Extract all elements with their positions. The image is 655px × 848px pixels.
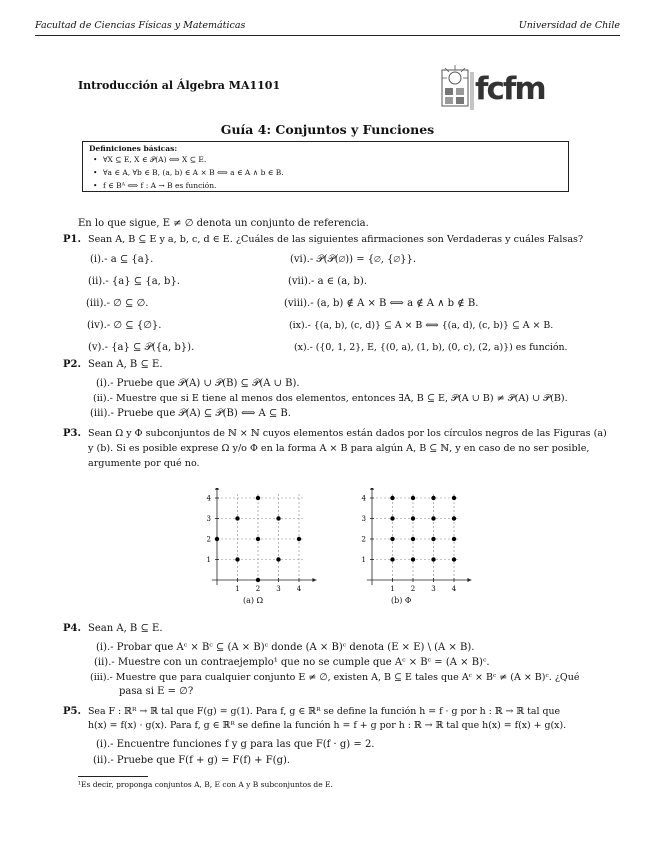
header-rule	[35, 35, 620, 36]
data-point	[390, 557, 394, 561]
x-tick-label: 1	[235, 585, 240, 593]
p1-item: (iii).- ∅ ⊆ ∅.	[86, 298, 149, 309]
p2-item: (ii).- Muestre que si E tiene al menos dos elementos, entonces ∃A, B ⊆ E, 𝒫(A ∪ B) ≠ 𝒫(A) ∪ 𝒫(B).	[93, 393, 568, 404]
p4-item: (i).- Probar que Aᶜ × Bᶜ ⊆ (A × B)ᶜ donde (A × B)ᶜ denota (E × E) \ (A × B).	[96, 642, 475, 653]
y-tick-label: 3	[206, 515, 211, 523]
definition-item: • ∀a ∈ A, ∀b ∈ B, (a, b) ∈ A × B ⟺ a ∈ A ∧ b ∈ B.	[103, 168, 284, 177]
definitions-heading: Definiciones básicas:	[89, 144, 178, 153]
y-axis-arrow	[215, 488, 219, 490]
problem-text: y (b). Si es posible exprese Ω y/o Φ en la forma A × B para algún A, B ⊆ ℕ, y en caso de no ser posible,	[88, 443, 590, 454]
p1-item: (v).- {a} ⊆ 𝒫({a, b}).	[88, 342, 195, 353]
data-point	[431, 516, 435, 520]
scatter-plot-phi	[352, 488, 472, 596]
data-point	[431, 496, 435, 500]
y-tick-label: 2	[361, 535, 366, 544]
data-point	[297, 537, 301, 541]
data-point	[276, 557, 280, 561]
data-point	[390, 516, 394, 520]
p1-item: (vii).- a ∈ (a, b).	[288, 276, 368, 287]
p5-item: (i).- Encuentre funciones f y g para las que F(f · g) = 2.	[96, 739, 375, 750]
data-point	[431, 557, 435, 561]
data-point	[235, 516, 239, 520]
data-point	[452, 496, 456, 500]
intro-text: En lo que sigue, E ≠ ∅ denota un conjunto de referencia.	[78, 218, 369, 229]
header-left: Facultad de Ciencias Físicas y Matemáticas	[35, 20, 246, 31]
p1-item: (iv).- ∅ ⊆ {∅}.	[87, 320, 162, 331]
footnote: ¹Es decir, proponga conjuntos A, B, E con A y B subconjuntos de E.	[78, 780, 333, 789]
x-tick-label: 4	[296, 585, 302, 593]
problem-label: P1.	[63, 234, 81, 245]
data-point	[411, 537, 415, 541]
p1-item: (x).- ({0, 1, 2}, E, {(0, a), (1, b), (0, c), (2, a)}) es función.	[294, 342, 568, 353]
y-axis-arrow	[370, 488, 374, 490]
data-point	[215, 537, 219, 541]
p2-item: (i).- Pruebe que 𝒫(A) ∪ 𝒫(B) ⊆ 𝒫(A ∪ B).	[96, 378, 300, 389]
header-right: Universidad de Chile	[518, 20, 620, 31]
fcfm-logo-text: fcfm	[475, 71, 545, 107]
p4-item: (ii).- Muestre con un contraejemplo¹ que no se cumple que Aᶜ × Bᶜ = (A × B)ᶜ.	[94, 657, 490, 668]
y-tick-label: 2	[206, 535, 211, 544]
p1-item: (viii).- (a, b) ∉ A × B ⟺ a ∉ A ∧ b ∉ B.	[284, 298, 479, 309]
x-axis-arrow	[467, 578, 471, 582]
data-point	[452, 516, 456, 520]
definitions-box	[82, 141, 569, 192]
problem-label: P2.	[63, 359, 81, 370]
data-point	[256, 496, 260, 500]
x-tick-label: 2	[255, 585, 261, 593]
data-point	[256, 578, 260, 582]
p1-item: (i).- a ⊆ {a}.	[90, 254, 154, 265]
y-tick-label: 1	[361, 556, 366, 564]
problem-text: h(x) = f(x) · g(x). Para f, g ∈ ℝᴿ se define la función h = f + g por h : ℝ → ℝ tal que h(x) = f(x) + g(x).	[88, 720, 567, 731]
p5-item: (ii).- Pruebe que F(f + g) = F(f) + F(g).	[93, 755, 291, 766]
y-tick-label: 3	[361, 515, 366, 523]
x-tick-label: 3	[276, 585, 281, 593]
x-axis-arrow	[312, 578, 316, 582]
scatter-plot-omega	[197, 488, 317, 596]
data-point	[390, 496, 394, 500]
data-point	[411, 516, 415, 520]
problem-text: argumente por qué no.	[88, 458, 200, 469]
p1-item: (ix).- {(a, b), (c, d)} ⊆ A × B ⟺ {(a, d), (c, b)} ⊆ A × B.	[289, 320, 554, 331]
data-point	[276, 516, 280, 520]
data-point	[235, 557, 239, 561]
x-tick-label: 2	[410, 585, 416, 593]
problem-label: P3.	[63, 428, 81, 439]
definition-item: • f ∈ Bᴬ ⟺ f : A → B es función.	[103, 181, 216, 190]
p1-item: (vi).- 𝒫(𝒫(∅)) = {∅, {∅}}.	[290, 254, 416, 265]
p2-item: (iii).- Pruebe que 𝒫(A) ⊆ 𝒫(B) ⟺ A ⊆ B.	[90, 408, 291, 419]
x-tick-label: 1	[390, 585, 395, 593]
y-tick-label: 1	[206, 556, 211, 564]
y-tick-label: 4	[206, 494, 211, 503]
problem-label: P4.	[63, 623, 81, 634]
data-point	[256, 537, 260, 541]
y-tick-label: 4	[361, 494, 366, 503]
data-point	[452, 537, 456, 541]
data-point	[452, 557, 456, 561]
data-point	[431, 537, 435, 541]
data-point	[411, 557, 415, 561]
problem-label: P5.	[63, 706, 81, 717]
p4-item-continued: pasa si E = ∅?	[119, 686, 194, 697]
x-tick-label: 4	[451, 585, 457, 593]
x-tick-label: 3	[431, 585, 436, 593]
problem-text: Sean A, B ⊆ E.	[88, 359, 163, 370]
p1-item: (ii).- {a} ⊆ {a, b}.	[88, 276, 180, 287]
p4-item: (iii).- Muestre que para cualquier conjunto E ≠ ∅, existen A, B ⊆ E tales que Aᶜ × Bᶜ ≠ (A × B)ᶜ. ¿Qué	[90, 672, 580, 683]
footnote-rule	[78, 776, 148, 777]
page-title: Guía 4: Conjuntos y Funciones	[220, 122, 435, 137]
problem-text: Sean A, B ⊆ E.	[88, 623, 163, 634]
data-point	[411, 496, 415, 500]
fcfm-logo	[441, 64, 545, 114]
figure-caption-a: (a) Ω	[243, 596, 264, 605]
problem-text: Sea F : ℝᴿ → ℝ tal que F(g) = g(1). Para f, g ∈ ℝᴿ se define la función h = f · g por h : ℝ → ℝ tal que	[88, 706, 561, 717]
problem-text: Sean Ω y Φ subconjuntos de ℕ × ℕ cuyos elementos están dados por los círculos negros de las Figuras (a)	[88, 428, 607, 439]
figure-caption-b: (b) Φ	[391, 596, 412, 605]
problem-text: Sean A, B ⊆ E y a, b, c, d ∈ E. ¿Cuáles de las siguientes afirmaciones son Verdaderas y cuáles Falsas?	[88, 234, 584, 245]
course-name: Introducción al Álgebra MA1101	[78, 79, 281, 92]
definition-item: • ∀X ⊆ E, X ∈ 𝒫(A) ⟺ X ⊆ E.	[103, 155, 206, 165]
data-point	[390, 537, 394, 541]
